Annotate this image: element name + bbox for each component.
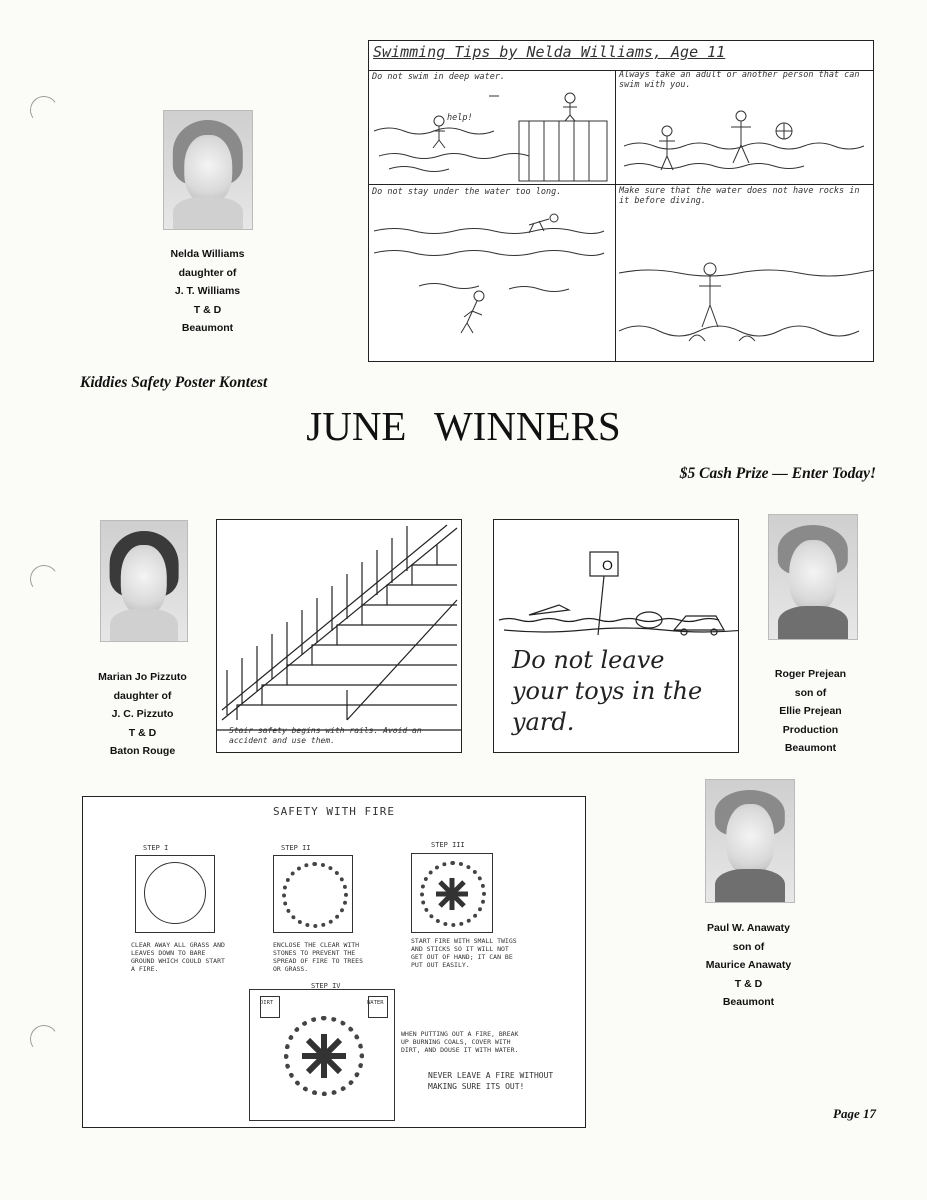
toy-sign: O [602, 557, 613, 573]
swimming-title: Swimming Tips by Nelda Williams, Age 11 [373, 43, 726, 61]
caption-line: Beaumont [181, 322, 234, 334]
swimming-tips-poster [368, 40, 874, 362]
fire-step-4-text: WHEN PUTTING OUT A FIRE, BREAK UP BURNING COALS, COVER WITH DIRT, AND DOUSE IT WITH WATER. [401, 1030, 519, 1054]
roger-caption [738, 665, 883, 758]
swim-tip-4: Make sure that the water does not have rocks in it before diving. [619, 186, 860, 206]
staircase-drawing [217, 520, 461, 752]
caption-line: J. C. Pizzuto [111, 708, 174, 720]
swim-tip-2: Always take an adult or another person that can swim with you. [619, 70, 860, 90]
punch-hole-middle [28, 563, 60, 595]
fire-step-2-label: STEP II [281, 844, 311, 852]
stair-safety-poster [216, 519, 462, 753]
caption-line: daughter of [178, 266, 237, 279]
nelda-photo [163, 110, 253, 230]
caption-line: T & D [193, 303, 222, 316]
marian-caption [70, 668, 215, 761]
caption-line: Beaumont [722, 996, 775, 1008]
caption-line: Maurice Anawaty [705, 959, 792, 971]
headline: JUNE WINNERS [306, 403, 621, 449]
caption-line: Production [782, 723, 839, 736]
contest-label: Kiddies Safety Poster Kontest [80, 374, 268, 391]
fire-step-1-text: CLEAR AWAY ALL GRASS AND LEAVES DOWN TO BARE GROUND WHICH COULD START A FIRE. [131, 941, 225, 973]
fire-step-3-text: START FIRE WITH SMALL TWIGS AND STICKS SO IT WILL NOT GET OUT OF HAND; IT CAN BE PUT OUT EASILY. [411, 937, 517, 969]
paul-caption [676, 919, 821, 1012]
swimming-drawings [369, 41, 873, 361]
swim-tip-3: Do not stay under the water too long. [372, 187, 562, 197]
marian-photo [100, 520, 188, 642]
fire-step-4-box [249, 989, 395, 1121]
caption-line: son of [732, 940, 765, 953]
paul-photo [705, 779, 795, 903]
caption-line: Nelda Williams [170, 248, 245, 260]
stair-caption: Stair safety begins with rails. Avoid an accident and use them. [229, 726, 422, 745]
help-text: help! [447, 113, 473, 123]
fire-step-1-box [135, 855, 215, 933]
fire-step-3-box [411, 853, 493, 933]
fire-step-2-box [273, 855, 353, 933]
fire-step-2-text: ENCLOSE THE CLEAR WITH STONES TO PREVENT THE SPREAD OF FIRE TO TREES OR GRASS. [273, 941, 364, 973]
caption-line: T & D [734, 977, 763, 990]
caption-line: J. T. Williams [174, 285, 241, 297]
toys-poster [493, 519, 739, 753]
fire-step-4-label: STEP IV [311, 982, 341, 990]
dirt-label: DIRT [260, 1000, 274, 1006]
swim-tip-1: Do not swim in deep water. [372, 72, 506, 82]
caption-line: son of [794, 686, 827, 699]
fire-step-3-label: STEP III [431, 841, 465, 849]
caption-line: Paul W. Anawaty [706, 922, 791, 934]
page-number: Page 17 [833, 1106, 876, 1121]
punch-hole-top [28, 94, 60, 126]
caption-line: Beaumont [784, 742, 837, 754]
water-label: WATER [367, 1000, 384, 1006]
caption-line: Ellie Prejean [779, 705, 842, 717]
caption-line: T & D [128, 726, 157, 739]
punch-hole-bottom [28, 1023, 60, 1055]
fire-never-text: NEVER LEAVE A FIRE WITHOUT MAKING SURE ITS OUT! [428, 1071, 554, 1091]
toys-text: Do not leave your toys in the yard. [512, 646, 703, 736]
prize-line: $5 Cash Prize — Enter Today! [679, 465, 876, 482]
caption-line: Baton Rouge [109, 745, 176, 757]
fire-step-1-label: STEP I [143, 844, 169, 852]
roger-photo [768, 514, 858, 640]
caption-line: Roger Prejean [774, 668, 847, 680]
nelda-caption [135, 245, 280, 338]
fire-safety-poster [82, 796, 586, 1128]
caption-line: daughter of [113, 689, 172, 702]
fire-title: SAFETY WITH FIRE [273, 805, 395, 818]
caption-line: Marian Jo Pizzuto [98, 671, 187, 683]
